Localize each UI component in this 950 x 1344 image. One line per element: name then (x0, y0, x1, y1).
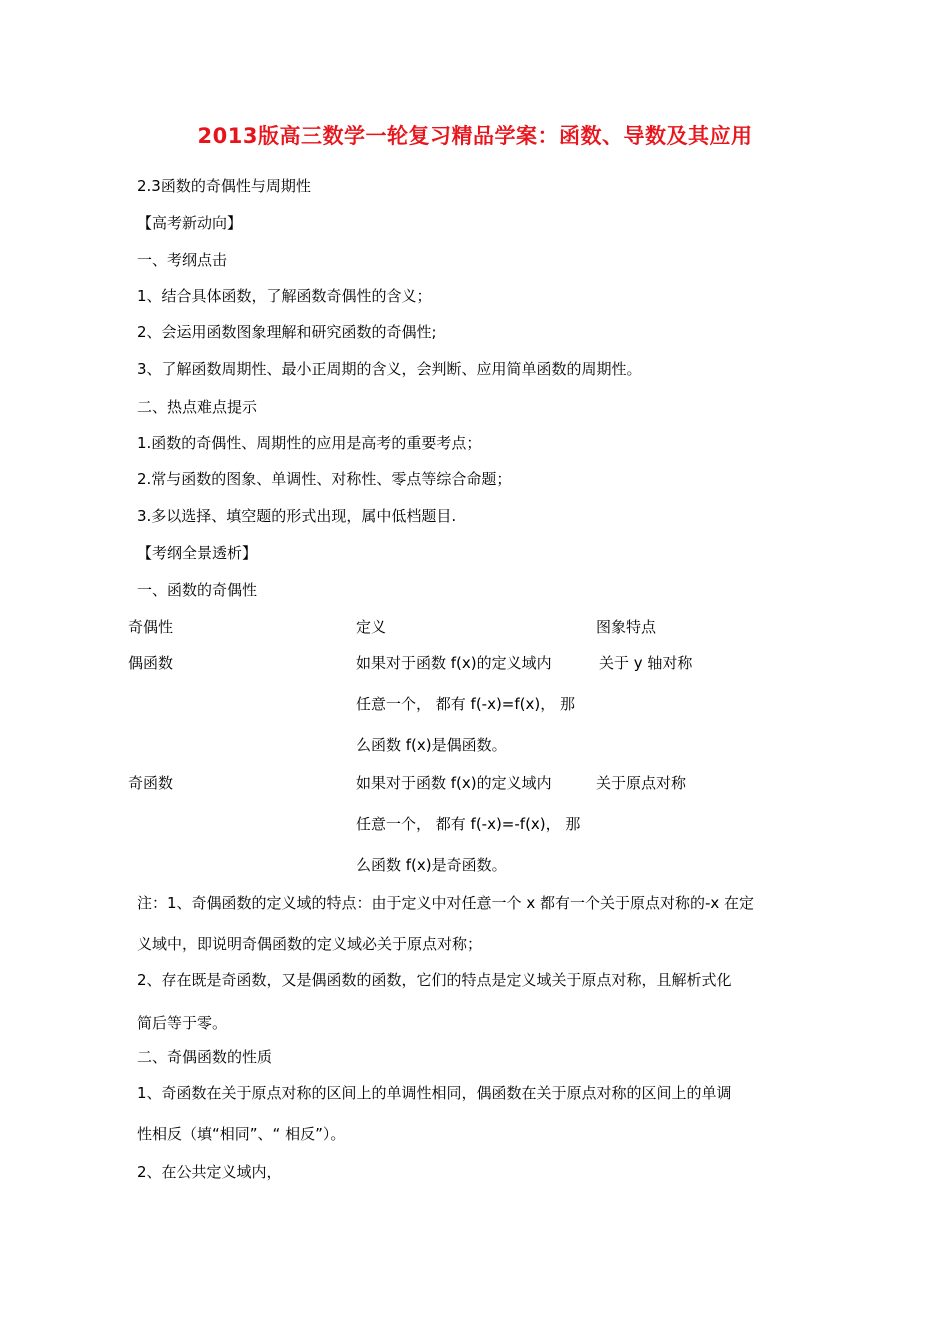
outline-item: 3、了解函数周期性、最小正周期的含义，会判断、应用简单函数的周期性。 (137, 360, 642, 378)
hotspot-heading: 二、热点难点提示 (137, 398, 258, 416)
hotspot-item: 2.常与函数的图象、单调性、对称性、零点等综合命题； (137, 470, 512, 488)
outline-item: 2、会运用函数图象理解和研究函数的奇偶性; (137, 323, 437, 341)
note-line: 简后等于零。 (137, 1014, 228, 1032)
outline-item: 1、结合具体函数，了解函数奇偶性的含义； (137, 287, 432, 305)
parity-heading: 一、函数的奇偶性 (137, 581, 258, 599)
outline-heading: 一、考纲点击 (137, 251, 228, 269)
note-line: 2、存在既是奇函数，又是偶函数的函数，它们的特点是定义域关于原点对称，且解析式化 (137, 971, 732, 989)
table-header-parity: 奇偶性 (128, 618, 174, 636)
property-line: 性相反（填“相同”、“ 相反”）。 (137, 1125, 346, 1143)
document-title: 2013版高三数学一轮复习精品学案：函数、导数及其应用 (197, 124, 753, 148)
table-cell-odd-feature: 关于原点对称 (596, 774, 687, 792)
table-cell-odd-definition-line: 任意一个， 都有 f(-x)=-f(x)， 那 (356, 815, 581, 833)
hotspot-item: 3.多以选择、填空题的形式出现，属中低档题目. (137, 507, 457, 525)
table-cell-odd-definition-line: 如果对于函数 f(x)的定义域内 (356, 774, 552, 792)
table-cell-even-definition-line: 么函数 f(x)是偶函数。 (356, 736, 507, 754)
note-line: 注：1、奇偶函数的定义域的特点：由于定义中对任意一个 x 都有一个关于原点对称的-x 在定 (137, 894, 755, 912)
gaokao-trend-heading: 【高考新动向】 (137, 214, 243, 232)
section-heading: 2.3函数的奇偶性与周期性 (137, 177, 311, 195)
table-cell-odd-definition-line: 么函数 f(x)是奇函数。 (356, 856, 507, 874)
property-line: 2、在公共定义域内， (137, 1163, 282, 1181)
overview-heading: 【考纲全景透析】 (137, 544, 258, 562)
table-header-definition: 定义 (356, 618, 387, 636)
table-cell-even-name: 偶函数 (128, 654, 174, 672)
table-cell-even-feature: 关于 y 轴对称 (599, 654, 693, 672)
property-line: 1、奇函数在关于原点对称的区间上的单调性相同，偶函数在关于原点对称的区间上的单调 (137, 1084, 732, 1102)
hotspot-item: 1.函数的奇偶性、周期性的应用是高考的重要考点； (137, 434, 482, 452)
table-cell-even-definition-line: 任意一个， 都有 f(-x)=f(x)， 那 (356, 695, 576, 713)
properties-heading: 二、奇偶函数的性质 (137, 1048, 273, 1066)
table-cell-odd-name: 奇函数 (128, 774, 174, 792)
table-header-feature: 图象特点 (596, 618, 657, 636)
note-line: 义域中，即说明奇偶函数的定义域必关于原点对称； (137, 935, 483, 953)
table-cell-even-definition-line: 如果对于函数 f(x)的定义域内 (356, 654, 552, 672)
